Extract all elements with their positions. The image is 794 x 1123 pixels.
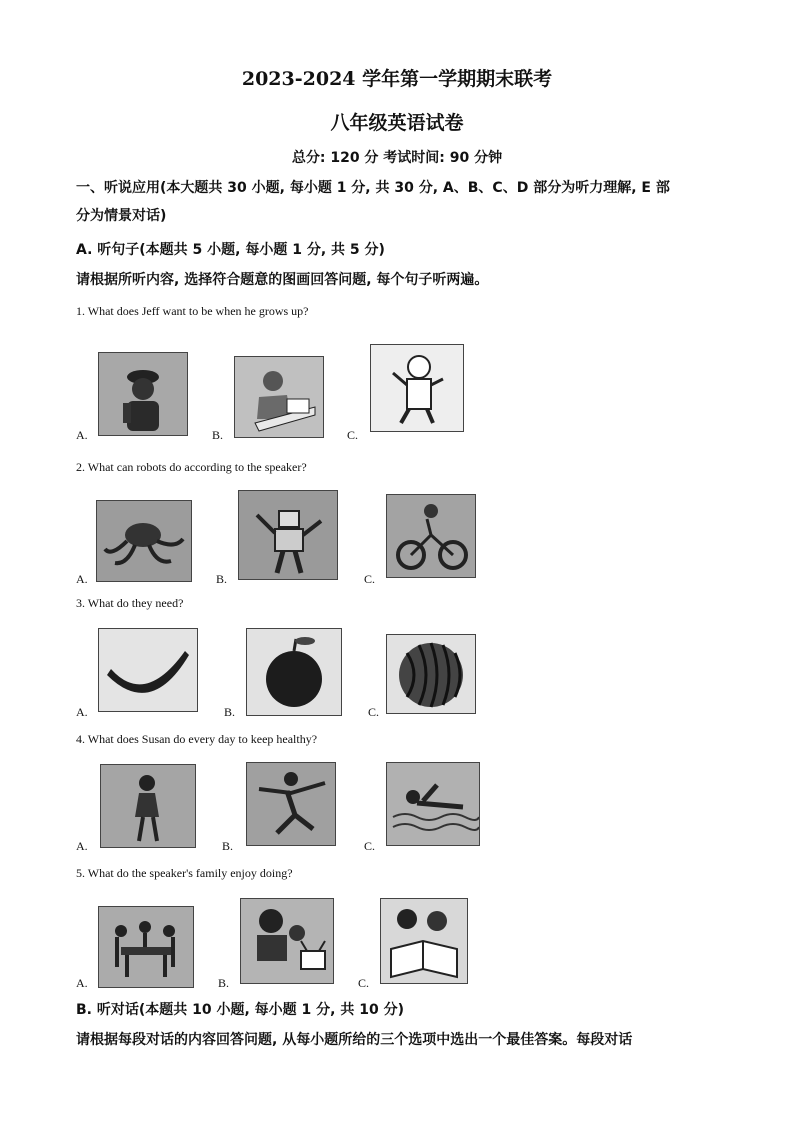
family-reading-icon: [380, 898, 468, 984]
question-1: 1. What does Jeff want to be when he grows up?: [76, 304, 309, 318]
q2-option-b-label: B.: [216, 572, 228, 586]
q5-option-b-label: B.: [218, 976, 230, 990]
robot-icon: [238, 490, 338, 580]
family-tv-icon: [240, 898, 334, 984]
q5-option-a-label: A.: [76, 976, 88, 990]
apple-icon: [246, 628, 342, 716]
q3-option-b-label: B.: [224, 705, 236, 719]
skating-icon: [246, 762, 336, 846]
swimming-icon: [386, 762, 480, 846]
q5-option-c-label: C.: [358, 976, 370, 990]
octopus-icon: [96, 500, 192, 582]
cyclist-icon: [386, 494, 476, 578]
partB-instruction: 请根据每段对话的内容回答问题, 从每小题所给的三个选项中选出一个最佳答案。每段对话: [76, 1032, 633, 1048]
score-time-line: 总分: 120 分 考试时间: 90 分钟: [291, 150, 503, 166]
partA-instruction: 请根据所听内容, 选择符合题意的图画回答问题, 每个句子听两遍。: [76, 272, 489, 288]
q2-option-c-label: C.: [364, 572, 376, 586]
doctor-icon: [370, 344, 464, 432]
question-5: 5. What do the speaker's family enjoy doing?: [76, 866, 293, 880]
section1-heading-line1: 一、听说应用(本大题共 30 小题, 每小题 1 分, 共 30 分, A、B、C、D 部分为听力理解, E 部: [76, 180, 670, 196]
q4-option-b-label: B.: [222, 839, 234, 853]
watermelon-icon: [386, 634, 476, 714]
office-worker-icon: [234, 356, 324, 438]
banana-icon: [98, 628, 198, 712]
policeman-icon: [98, 352, 188, 436]
q1-option-c-label: C.: [347, 428, 359, 442]
q4-option-c-label: C.: [364, 839, 376, 853]
question-3: 3. What do they need?: [76, 596, 184, 610]
question-4: 4. What does Susan do every day to keep healthy?: [76, 732, 318, 746]
question-2: 2. What can robots do according to the speaker?: [76, 460, 307, 474]
exam-subtitle: 八年级英语试卷: [330, 112, 464, 134]
q1-option-a-label: A.: [76, 428, 88, 442]
q3-option-a-label: A.: [76, 705, 88, 719]
exam-title: 2023-2024 学年第一学期期末联考: [241, 68, 553, 90]
q1-option-b-label: B.: [212, 428, 224, 442]
partB-heading: B. 听对话(本题共 10 小题, 每小题 1 分, 共 10 分): [76, 1002, 404, 1018]
walking-girl-icon: [100, 764, 196, 848]
q3-option-c-label: C.: [368, 705, 380, 719]
family-dinner-icon: [98, 906, 194, 988]
q4-option-a-label: A.: [76, 839, 88, 853]
section1-heading-line2: 分为情景对话): [76, 208, 167, 224]
q2-option-a-label: A.: [76, 572, 88, 586]
partA-heading: A. 听句子(本题共 5 小题, 每小题 1 分, 共 5 分): [76, 242, 385, 258]
